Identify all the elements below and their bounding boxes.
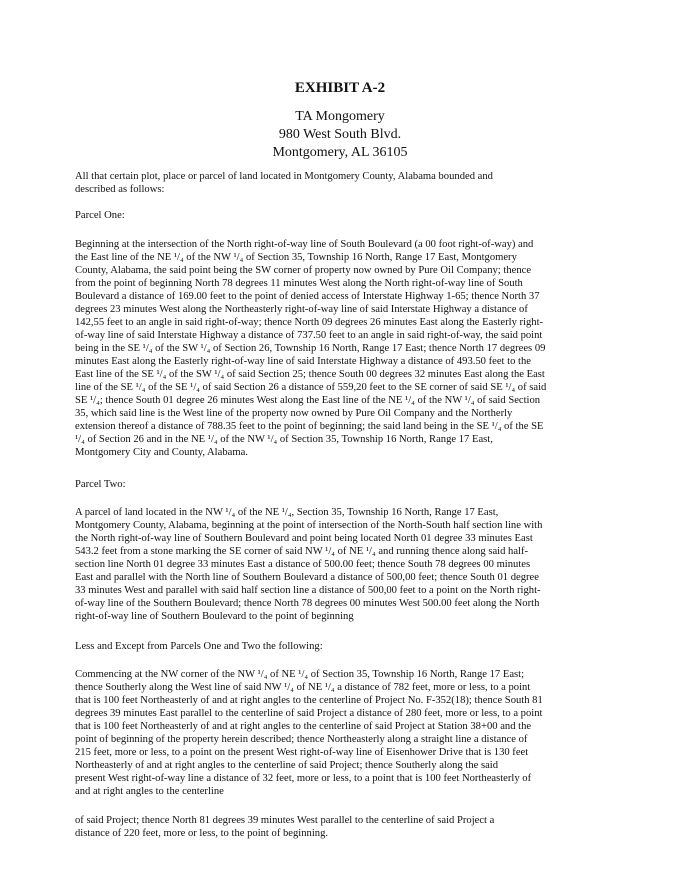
text-line: the North right-of-way line of Southern Boulevard and point being located North 01 degree 33 minutes East — [75, 533, 533, 544]
text-line: All that certain plot, place or parcel of land located in Montgomery County, Alabama bounded and — [75, 171, 493, 182]
text-line: Commencing at the NW corner of the NW ¹/₄ of NE ¹/₄ of Section 35, Township 16 North, Range 17 East; — [75, 669, 525, 680]
text-line: 33 minutes West and parallel with said half section line a distance of 500,00 feet to a point on the North right- — [75, 585, 541, 596]
text-line: and at right angles to the centerline — [75, 786, 224, 797]
text-line: County, Alabama, the said point being the SW corner of property now owned by Pure Oil Company; thence — [75, 265, 532, 276]
text-line: of-way line of said Interstate Highway a distance of 737.50 feet to an angle in said right-of-way, the said point — [75, 330, 543, 341]
text-line: ¹/₄ of Section 26 and in the NE ¹/₄ of the NW ¹/₄ of Section 35, Township 16 North, Range 17 East, — [75, 434, 493, 445]
text-line: point of beginning of the property herein described; thence Northeasterly along a straight line a distance of — [75, 734, 528, 745]
text-line: A parcel of land located in the NW ¹/₄ of the NE ¹/₄, Section 35, Township 16 North, Range 17 East, — [75, 507, 499, 518]
text-line: East and parallel with the North line of Southern Boulevard a distance of 500,00 feet; thence South 01 degree — [75, 572, 539, 583]
exhibit-title: EXHIBIT A-2 — [294, 80, 386, 96]
less-except-heading: Less and Except from Parcels One and Two the following: — [75, 641, 323, 652]
text-line: degrees 39 minutes East parallel to the centerline of said Project a distance of 280 feet, more or less, to a point — [75, 708, 543, 719]
text-line: 142,55 feet to an angle in said right-of-way; thence North 09 degrees 26 minutes East along the Easterly right- — [75, 317, 544, 328]
parcel-two-description — [75, 506, 595, 623]
text-line: line of the SE ¹/₄ of the SE ¹/₄ of said Section 26 a distance of 559,20 feet to the SE corner of said SE ¹/₄ of said — [75, 382, 547, 393]
address-line-name: TA Mongomery — [295, 109, 385, 124]
text-line: that is 100 feet Northeasterly of and at right angles to the centerline of Project No. F-352(18); thence South 81 — [75, 695, 543, 706]
parcel-one-heading: Parcel One: — [75, 210, 125, 221]
text-line: that is 100 feet Northeasterly of and at right angles to the centerline of said Project at Station 38+00 and the — [75, 721, 532, 732]
text-line: of said Project; thence North 81 degrees 39 minutes West parallel to the centerline of said Project a — [75, 815, 495, 826]
text-line: minutes East along the Easterly right-of-way line of said Interstate Highway a distance of 493.50 feet to the — [75, 356, 531, 367]
text-line: extension thereof a distance of 788.35 feet to the point of beginning; the said land being in the SE ¹/₄ of the SE — [75, 421, 544, 432]
parcel-two-heading: Parcel Two: — [75, 479, 126, 490]
parcel-one-description — [75, 238, 595, 459]
text-line: East line of the SE ¹/₄ of the SW ¹/₄ of said Section 25; thence South 00 degrees 32 minutes East along the East — [75, 369, 545, 380]
text-line: being in the SE ¹/₄ of the SW ¹/₄ of Section 26, Township 16 North, Range 17 East; thence North 17 degrees 09 — [75, 343, 546, 354]
address-line-city: Montgomery, AL 36105 — [272, 145, 408, 160]
final-paragraph — [75, 814, 595, 840]
text-line: 215 feet, more or less, to a point on the present West right-of-way line of Eisenhower Drive that is 130 feet — [75, 747, 529, 758]
text-line: distance of 220 feet, more or less, to the point of beginning. — [75, 828, 329, 839]
text-line: Montgomery County, Alabama, beginning at the point of intersection of the North-South half section line with — [75, 520, 543, 531]
text-line: Beginning at the intersection of the North right-of-way line of South Boulevard (a 00 foot right-of-way) and — [75, 239, 534, 250]
text-line: SE ¹/₄; thence South 01 degree 26 minutes West along the East line of the NE ¹/₄ of the NW ¹/₄ of said Section — [75, 395, 541, 406]
text-line: described as follows: — [75, 184, 165, 195]
address-line-street: 980 West South Blvd. — [278, 127, 402, 142]
text-line: 543.2 feet from a stone marking the SE corner of said NW ¹/₄ of NE ¹/₄ and running thence along said half- — [75, 546, 529, 557]
text-line: Montgomery City and County, Alabama. — [75, 447, 248, 458]
text-line: Boulevard a distance of 169.00 feet to the point of denied access of Interstate Highway 1-65; thence North 37 — [75, 291, 540, 302]
property-address — [0, 108, 680, 162]
text-line: Northeasterly of and at right angles to the centerline of said Project; thence Southerly along the said — [75, 760, 499, 771]
text-line: degrees 23 minutes West along the Northeasterly right-of-way line of said Interstate Highway a distance of — [75, 304, 528, 315]
text-line: thence Southerly along the West line of said NW ¹/₄ of NE ¹/₄ a distance of 782 feet, more or less, to a point — [75, 682, 531, 693]
text-line: of-way line of the Southern Boulevard; thence North 78 degrees 00 minutes West 500.00 feet along the North — [75, 598, 540, 609]
intro-paragraph — [75, 170, 595, 196]
text-line: present West right-of-way line a distance of 32 feet, more or less, to a point that is 100 feet Northeasterly of — [75, 773, 532, 784]
text-line: right-of-way line of Southern Boulevard to the point of beginning — [75, 611, 354, 622]
text-line: the East line of the NE ¹/₄ of the NW ¹/₄ of Section 35, Township 16 North, Range 17 East, Montgomery — [75, 252, 517, 263]
commencing-description — [75, 668, 595, 798]
text-line: section line North 01 degree 33 minutes East a distance of 500.00 feet; thence South 78 degrees 00 minutes — [75, 559, 531, 570]
text-line: from the point of beginning North 78 degrees 11 minutes West along the North right-of-way line of South — [75, 278, 523, 289]
text-line: 35, which said line is the West line of the property now owned by Pure Oil Company and the Northerly — [75, 408, 513, 419]
